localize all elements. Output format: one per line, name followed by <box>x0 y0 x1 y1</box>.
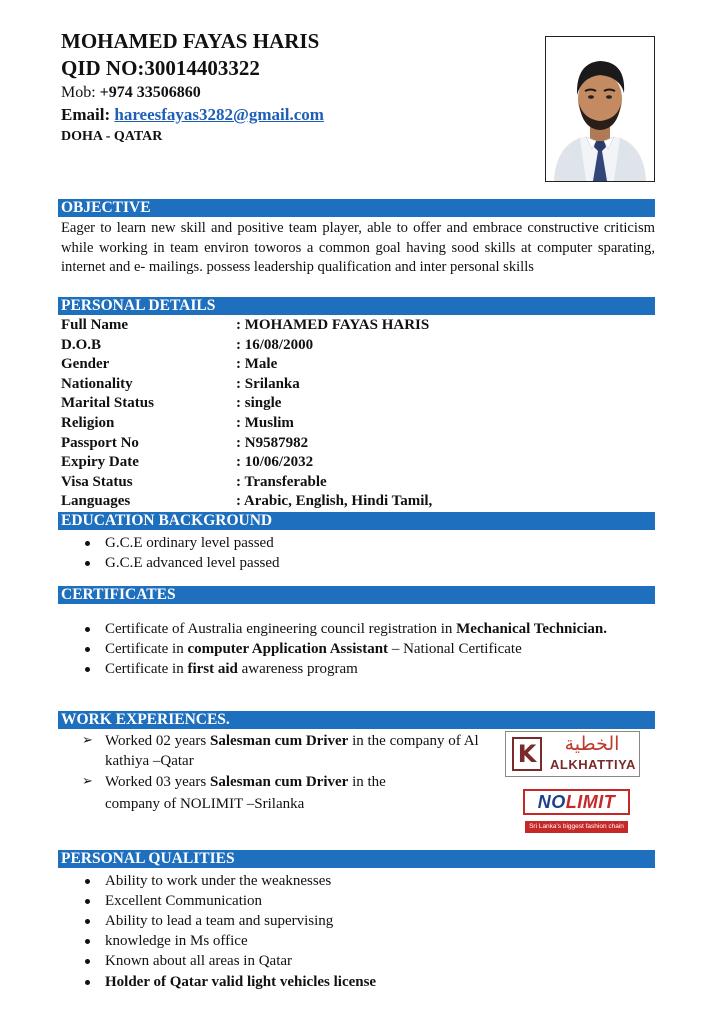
alkhattiya-wordmark: ALKHATTIYA <box>550 757 636 772</box>
list-item <box>80 639 610 659</box>
list-item: Known about all areas in Qatar <box>80 951 600 971</box>
detail-label: Nationality <box>61 375 133 392</box>
personal-details-table <box>61 316 655 512</box>
detail-label: Expiry Date <box>61 454 139 471</box>
person-photo-icon <box>546 37 654 181</box>
detail-label: D.O.B <box>61 336 102 353</box>
list-item: Ability to work under the weaknesses <box>80 871 600 891</box>
cert-bold: Mechanical Technician. <box>456 621 607 637</box>
list-item <box>80 619 610 639</box>
list-item <box>80 771 435 815</box>
header <box>61 28 521 148</box>
detail-value: : 16/08/2000 <box>236 336 314 353</box>
work-list <box>80 731 500 815</box>
list-item: Holder of Qatar valid light vehicles license <box>80 972 600 992</box>
cert-text: Certificate in <box>105 641 188 657</box>
list-item <box>80 659 610 679</box>
detail-value: : MOHAMED FAYAS HARIS <box>236 317 430 333</box>
detail-label: Gender <box>61 356 110 373</box>
alkhattiya-arabic: الخطية <box>564 733 620 755</box>
list-item: G.C.E advanced level passed <box>80 553 600 573</box>
arrow-bullet-icon: ➢ <box>82 733 93 748</box>
detail-value: : Male <box>236 356 278 373</box>
detail-value: : Arabic, English, Hindi Tamil, <box>236 493 433 510</box>
list-item: G.C.E ordinary level passed <box>80 533 600 553</box>
cert-bold: computer Application Assistant <box>187 641 389 657</box>
detail-row <box>61 434 655 454</box>
mobile-line <box>61 82 521 104</box>
city: DOHA - QATAR <box>61 129 163 144</box>
certificates-list <box>80 619 610 679</box>
detail-label: Religion <box>61 414 115 431</box>
section-bar-personal-details: PERSONAL DETAILS <box>58 297 655 315</box>
nolimit-word-a: NO <box>537 792 566 812</box>
detail-label: Languages <box>61 493 131 510</box>
work-bold: Salesman cum Driver <box>210 774 349 790</box>
detail-row <box>61 473 655 493</box>
nolimit-logo <box>523 783 630 837</box>
detail-label: Marital Status <box>61 395 154 412</box>
list-item: Excellent Communication <box>80 891 600 911</box>
list-item: Ability to lead a team and supervising <box>80 911 600 931</box>
detail-value: : N9587982 <box>236 434 309 451</box>
detail-row <box>61 336 655 356</box>
arrow-bullet-icon: ➢ <box>82 774 93 789</box>
section-bar-education: EDUCATION BACKGROUND <box>58 512 655 530</box>
detail-value: : Transferable <box>236 473 327 490</box>
detail-row <box>61 453 655 473</box>
section-bar-qualities: PERSONAL QUALITIES <box>58 850 655 868</box>
detail-row <box>61 316 655 336</box>
detail-row <box>61 414 655 434</box>
detail-label: Full Name <box>61 317 129 333</box>
cert-text-post: – National Certificate <box>388 641 522 657</box>
email-label: Email: <box>61 105 115 124</box>
section-bar-certificates: CERTIFICATES <box>58 586 655 604</box>
detail-row <box>61 394 655 414</box>
objective-text: Eager to learn new skill and positive team player, able to offer and embrace constructive criticism while working in team environ toworos a common goal having sood skills at computer sparating, internet and e- mailings. possess leadership qualification and inter personal skills <box>61 220 655 276</box>
mobile-number: +974 33506860 <box>99 84 201 101</box>
candidate-name: MOHAMED FAYAS HARIS <box>61 29 320 53</box>
detail-value: : Muslim <box>236 414 294 431</box>
nolimit-wordmark <box>523 789 630 815</box>
alkhattiya-logo <box>505 731 640 777</box>
detail-value: : 10/06/2032 <box>236 454 314 471</box>
cert-text-post: awareness program <box>237 661 358 677</box>
section-bar-work: WORK EXPERIENCES. <box>58 711 655 729</box>
list-item <box>80 731 490 771</box>
detail-row <box>61 355 655 375</box>
list-item: knowledge in Ms office <box>80 931 600 951</box>
alkhattiya-k-icon: K <box>512 737 542 771</box>
detail-row <box>61 492 655 512</box>
nolimit-tagline: Sri Lanka's biggest fashion chain <box>525 821 628 833</box>
education-list <box>80 533 600 573</box>
qualities-list <box>80 871 600 992</box>
detail-value: : Srilanka <box>236 375 300 392</box>
nolimit-word-b: LIMIT <box>565 792 616 812</box>
qid-number: QID NO:30014403322 <box>61 56 260 80</box>
mobile-label: Mob: <box>61 84 100 101</box>
detail-label: Visa Status <box>61 473 133 490</box>
work-text-post: in the company of NOLIMIT –Srilanka <box>105 774 386 812</box>
detail-row <box>61 375 655 395</box>
profile-photo <box>545 36 655 182</box>
detail-label: Passport No <box>61 434 139 451</box>
work-text-post: in the company of Al kathiya –Qatar <box>105 733 479 769</box>
email-line <box>61 104 521 126</box>
cert-text: Certificate in <box>105 661 188 677</box>
detail-value: : single <box>236 395 282 412</box>
section-bar-objective: OBJECTIVE <box>58 199 655 217</box>
cert-text: Certificate of Australia engineering council registration in <box>105 621 457 637</box>
cert-bold: first aid <box>187 661 238 677</box>
email-link[interactable]: hareesfayas3282@gmail.com <box>114 105 324 124</box>
work-bold: Salesman cum Driver <box>210 733 349 749</box>
work-text: Worked 03 years <box>105 774 211 790</box>
work-text: Worked 02 years <box>105 733 211 749</box>
